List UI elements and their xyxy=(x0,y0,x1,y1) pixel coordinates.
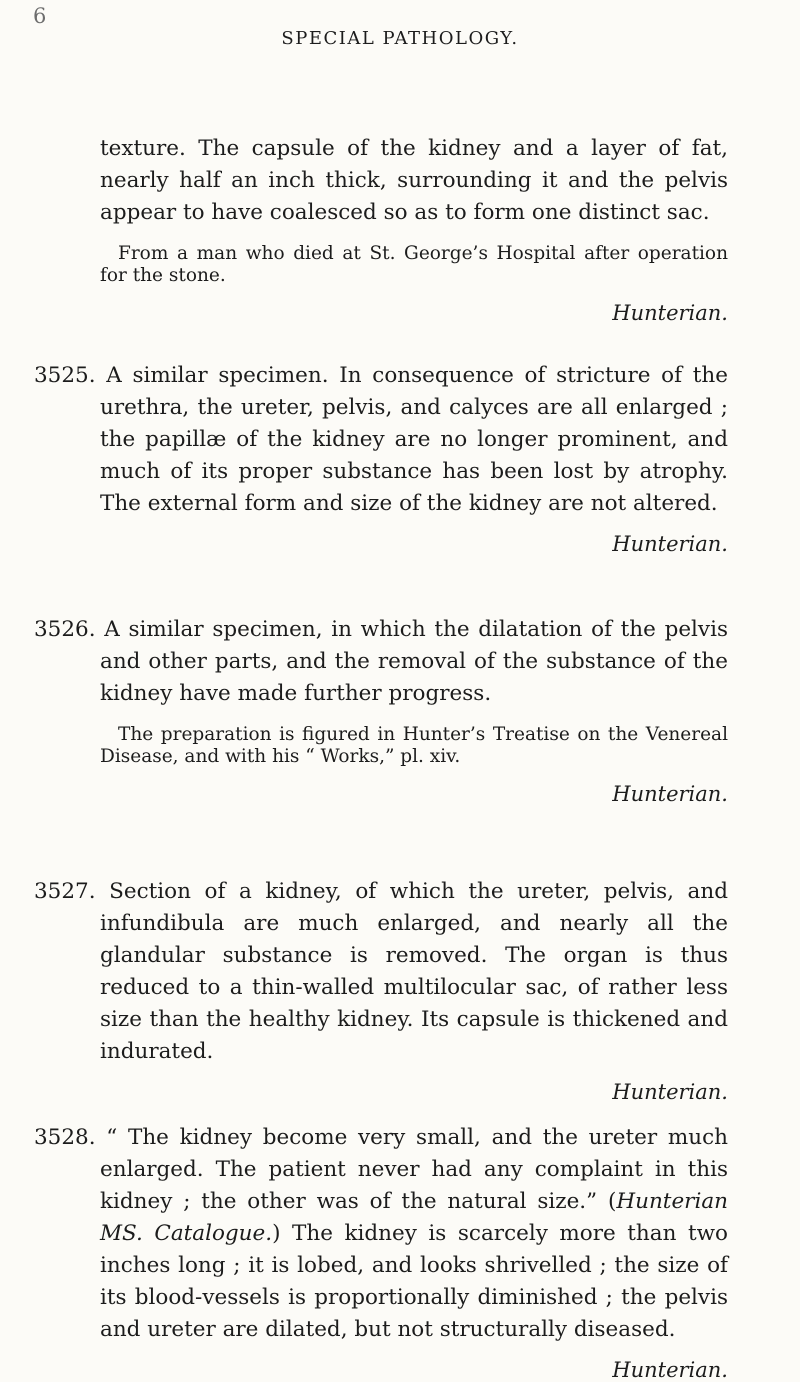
entry-body: A similar specimen, in which the dilatation of the pelvis and other parts, and the removal of the substance of the kidney have made further progress. xyxy=(100,617,728,706)
entry-source: Hunterian. xyxy=(612,782,728,806)
entry-body: Section of a kidney, of which the ureter, pelvis, and infundibula are much enlarged, and nearly all the glandular substance is removed. The organ is thus reduced to a thin-walled multilocular sac, of rather less size than the healthy kidney. Its capsule is thickened and indurated. xyxy=(100,879,728,1064)
entry-source: Hunterian. xyxy=(612,1080,728,1104)
entry-3528 xyxy=(34,1122,728,1382)
entry-body: A similar specimen. In consequence of stricture of the urethra, the ureter, pelvis, and calyces are all enlarged ; the papillæ of the kidney are no longer prominent, and much of its proper substance has been lost by atrophy. The external form and size of the kidney are not altered. xyxy=(100,363,728,516)
entry-note: The preparation is figured in Hunter’s Treatise on the Venereal Disease, and with his “ Works,” pl. xiv. xyxy=(100,724,728,767)
entry-quote: “ The kidney become very small, and the ureter much enlarged. The patient never had any complaint in this kidney ; the other was of the natural size.” ( xyxy=(100,1125,728,1214)
entry-text xyxy=(34,614,728,710)
intro-text: texture. The capsule of the kidney and a layer of fat, nearly half an inch thick, surrounding it and the pelvis appear to have coalesced so as to form one distinct sac. xyxy=(100,136,728,225)
entry-source: Hunterian. xyxy=(612,1358,728,1382)
entry-text xyxy=(34,876,728,1068)
intro-source: Hunterian. xyxy=(612,301,728,325)
entry-text xyxy=(34,360,728,520)
page-number: 6 xyxy=(33,4,47,28)
intro-note: From a man who died at St. George’s Hospital after operation for the stone. xyxy=(100,243,728,286)
entry-body: ) The kidney is scarcely more than two inches long ; it is lobed, and looks shrivelled ; the size of its blood-vessels is proportionally diminished ; the pelvis and ureter are dilated, but not structurally diseased. xyxy=(100,1221,728,1342)
entry-3526 xyxy=(34,614,728,806)
entry-number: 3527. xyxy=(34,879,96,904)
entry-text xyxy=(34,1122,728,1346)
entry-number: 3526. xyxy=(34,617,96,642)
intro-block xyxy=(100,133,728,325)
entry-3527 xyxy=(34,876,728,1104)
entry-number: 3528. xyxy=(34,1125,96,1150)
entry-3525 xyxy=(34,360,728,556)
entry-source: Hunterian. xyxy=(612,532,728,556)
running-head: SPECIAL PATHOLOGY. xyxy=(281,28,519,49)
entry-citation: Hunterian MS. Catalogue. xyxy=(100,1189,728,1246)
entry-number: 3525. xyxy=(34,363,96,388)
